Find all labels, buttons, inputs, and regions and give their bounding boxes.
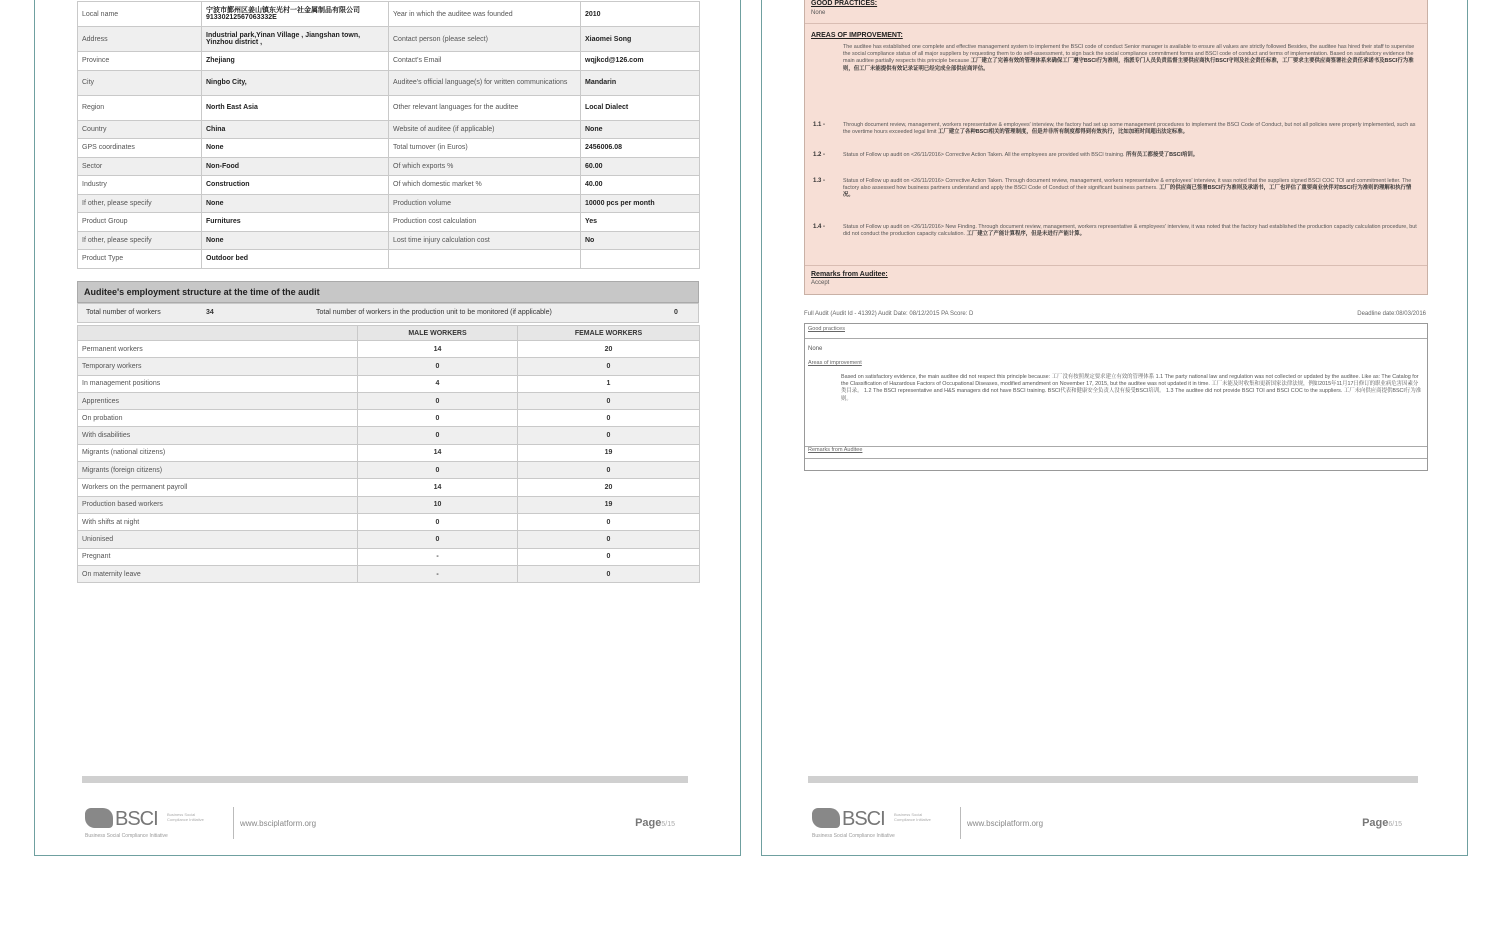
employment-row bbox=[78, 496, 700, 513]
finding-text bbox=[843, 224, 1417, 238]
footer-separator bbox=[233, 807, 234, 839]
finding-number: 1.3 - bbox=[813, 178, 826, 184]
page-footer bbox=[812, 805, 1412, 845]
page-number bbox=[635, 817, 675, 829]
lower-areas-text: Based on satisfactory evidence, the main auditee did not respect this principle because: 工厂没有按照规定要求建立有效的管理体系 1.1 The party national law and regulation was not collected or updated by the auditee. Like as: The Catalog for the Classification of Hazardous Factors of Occupational Diseases, modified amendment on November 17, 2015, but the auditee was not updated it in time. 工厂未能及时收集和更新国家法律法规，例如2015年11月17日修订的职业病危害因素分类目录。 1.2 The BSCI representative and H&S managers did not have BSCI training. BSCI代表和健康安全负责人没有接受BSCI培训。 1.3 The auditee did not provide BSCI TOI and BSCI COC to the suppliers. 工厂未向供应商提供BSCI行为准则。 bbox=[841, 374, 1422, 402]
lower-areas-row bbox=[805, 360, 1427, 447]
male-count: 4 bbox=[358, 375, 518, 392]
left-report-page bbox=[34, 0, 741, 856]
info-label: Local name bbox=[78, 2, 202, 27]
page-footer bbox=[85, 805, 685, 845]
info-value: Non-Food bbox=[202, 157, 389, 176]
male-workers-header: MALE WORKERS bbox=[358, 326, 518, 341]
info-value: Zhejiang bbox=[202, 52, 389, 71]
male-count: 0 bbox=[358, 462, 518, 479]
info-value: None bbox=[581, 120, 700, 139]
info-value: Furnitures bbox=[202, 213, 389, 232]
finding-text-en: Status of Follow up audit on <26/11/2016> Corrective Action Taken. All the employees are provided with BSCI training. bbox=[843, 152, 1125, 158]
employment-label: Workers on the permanent payroll bbox=[78, 479, 358, 496]
employment-row bbox=[78, 410, 700, 427]
employment-row bbox=[78, 462, 700, 479]
info-value: 10000 pcs per month bbox=[581, 194, 700, 213]
info-row bbox=[78, 194, 700, 213]
remarks-title: Remarks from Auditee: bbox=[811, 271, 888, 278]
employment-label: With shifts at night bbox=[78, 513, 358, 530]
info-label: Region bbox=[78, 95, 202, 120]
info-label: Auditee's official language(s) for written communications bbox=[389, 70, 581, 95]
bsci-logo bbox=[812, 808, 942, 842]
info-label: Of which exports % bbox=[389, 157, 581, 176]
bsci-logo-subtitle: Business Social Compliance Initiative bbox=[812, 833, 895, 839]
info-value: None bbox=[202, 139, 389, 158]
female-count: 19 bbox=[518, 496, 700, 513]
female-workers-header: FEMALE WORKERS bbox=[518, 326, 700, 341]
employment-row bbox=[78, 341, 700, 358]
finding-text-en: Status of Follow up audit on <26/11/2016> Corrective Action Taken. Through document review, management, workers representative & employees' interview, it was noted that the suppliers signed BSCI COC TOI and commitment letter. The factory also assessed how business partners understand and apply the BSCI Code of Conduct of their significant business partners. bbox=[843, 178, 1412, 192]
lower-areas-title: Areas of improvement bbox=[808, 360, 862, 366]
employment-table bbox=[77, 325, 700, 583]
info-label: GPS coordinates bbox=[78, 139, 202, 158]
info-value: Construction bbox=[202, 176, 389, 195]
footer-divider bbox=[82, 776, 688, 783]
findings-section bbox=[804, 0, 1428, 295]
info-row bbox=[78, 139, 700, 158]
male-count: 0 bbox=[358, 358, 518, 375]
footer-divider bbox=[808, 776, 1418, 783]
info-row bbox=[78, 120, 700, 139]
info-label: Contact's Email bbox=[389, 52, 581, 71]
info-row bbox=[78, 250, 700, 269]
footer-separator bbox=[960, 807, 961, 839]
info-label: Country bbox=[78, 120, 202, 139]
info-label: Industry bbox=[78, 176, 202, 195]
info-row bbox=[78, 231, 700, 250]
female-count: 0 bbox=[518, 462, 700, 479]
info-row bbox=[78, 157, 700, 176]
info-label: Production volume bbox=[389, 194, 581, 213]
finding-number: 1.2 - bbox=[813, 152, 826, 158]
info-value: Xiaomei Song bbox=[581, 27, 700, 52]
employment-row bbox=[78, 392, 700, 409]
female-count: 0 bbox=[518, 513, 700, 530]
info-value: Industrial park,Yinan Village , Jiangshan town, Yinzhou district , bbox=[202, 27, 389, 52]
info-label: Lost time injury calculation cost bbox=[389, 231, 581, 250]
right-report-page bbox=[761, 0, 1468, 856]
info-value: 2456006.08 bbox=[581, 139, 700, 158]
info-value: North East Asia bbox=[202, 95, 389, 120]
female-count: 0 bbox=[518, 358, 700, 375]
employment-label: Apprentices bbox=[78, 392, 358, 409]
male-count: 14 bbox=[358, 479, 518, 496]
auditee-info-table bbox=[77, 1, 700, 269]
info-row bbox=[78, 2, 700, 27]
total-workers-row bbox=[77, 303, 699, 323]
good-practices-title: GOOD PRACTICES: bbox=[811, 0, 878, 7]
good-practices-value: None bbox=[811, 10, 826, 16]
lower-remarks-row bbox=[805, 446, 1427, 459]
info-value: None bbox=[202, 231, 389, 250]
female-count: 1 bbox=[518, 375, 700, 392]
female-count: 0 bbox=[518, 531, 700, 548]
bsci-logo bbox=[85, 808, 215, 842]
areas-improvement-en: The auditee has established one complete and effective management system to implement the BSCI code of conduct Senior manager is available to ensure all values are strictly followed Besides, the auditee has hired their staff to supervise the social compliance status of all major suppliers by requesting them to do self-assessment, to sign back the social compliance commitment forms and BSCI code of conduct and terms of implementation. Based on satisfactory evidence the main auditee partially respects this principle because bbox=[843, 44, 1415, 65]
info-value: 2010 bbox=[581, 2, 700, 27]
employment-label: On probation bbox=[78, 410, 358, 427]
info-label: Year in which the auditee was founded bbox=[389, 2, 581, 27]
finding-text-zh: 工厂的供应商已签署BSCI行为准则及承诺书，工厂也评估了重要商业伙伴对BSCI行为准则的理解和执行情况。 bbox=[843, 185, 1412, 199]
info-label: Of which domestic market % bbox=[389, 176, 581, 195]
male-count: 0 bbox=[358, 513, 518, 530]
info-label: City bbox=[78, 70, 202, 95]
info-row bbox=[78, 95, 700, 120]
male-count: - bbox=[358, 548, 518, 565]
unit-workers-value: 0 bbox=[674, 309, 678, 316]
bsci-logo-icon bbox=[812, 808, 840, 828]
info-row bbox=[78, 70, 700, 95]
previous-audit-box bbox=[804, 323, 1428, 471]
info-label: Total turnover (in Euros) bbox=[389, 139, 581, 158]
finding-number: 1.1 - bbox=[813, 122, 826, 128]
employment-label: With disabilities bbox=[78, 427, 358, 444]
finding-text-en: Through document review, management, workers representative & employees' interview, the factory had set up some management procedures to implement the BSCI Code of Conduct, but not all policies were properly implemented, such as the overtime hours exceeded legal limit bbox=[843, 122, 1416, 136]
page-number bbox=[1362, 817, 1402, 829]
employment-label: Pregnant bbox=[78, 548, 358, 565]
bsci-logo-text: BSCI bbox=[115, 808, 158, 830]
info-label: Product Type bbox=[78, 250, 202, 269]
info-value: wqjkcd@126.com bbox=[581, 52, 700, 71]
info-label: Province bbox=[78, 52, 202, 71]
employment-row bbox=[78, 565, 700, 582]
employment-structure-header: Auditee's employment structure at the time of the audit bbox=[77, 281, 699, 303]
finding-text bbox=[843, 178, 1417, 200]
info-row bbox=[78, 176, 700, 195]
employment-label: Migrants (national citizens) bbox=[78, 444, 358, 461]
info-label: Address bbox=[78, 27, 202, 52]
info-value: 40.00 bbox=[581, 176, 700, 195]
bsci-logo-tagline: Business Social Compliance Initiative bbox=[894, 812, 931, 822]
employment-row bbox=[78, 427, 700, 444]
male-count: 14 bbox=[358, 444, 518, 461]
info-value: Mandarin bbox=[581, 70, 700, 95]
info-value: None bbox=[202, 194, 389, 213]
page-word: Page bbox=[635, 817, 662, 829]
female-count: 0 bbox=[518, 427, 700, 444]
info-label: If other, please specify bbox=[78, 231, 202, 250]
male-count: 0 bbox=[358, 531, 518, 548]
info-row bbox=[78, 52, 700, 71]
info-label: Website of auditee (if applicable) bbox=[389, 120, 581, 139]
info-label: Production cost calculation bbox=[389, 213, 581, 232]
footer-website-link[interactable]: www.bsciplatform.org bbox=[967, 819, 1044, 828]
page-word: Page bbox=[1362, 817, 1389, 829]
male-count: - bbox=[358, 565, 518, 582]
lower-none-row bbox=[805, 338, 1427, 360]
employment-label: On maternity leave bbox=[78, 565, 358, 582]
areas-improvement-text bbox=[843, 44, 1417, 73]
info-label: Sector bbox=[78, 157, 202, 176]
male-count: 0 bbox=[358, 392, 518, 409]
info-value: 60.00 bbox=[581, 157, 700, 176]
info-label: If other, please specify bbox=[78, 194, 202, 213]
bsci-logo-text: BSCI bbox=[842, 808, 885, 830]
employment-label: Unionised bbox=[78, 531, 358, 548]
employment-label: Migrants (foreign citizens) bbox=[78, 462, 358, 479]
female-count: 20 bbox=[518, 341, 700, 358]
info-value: 宁波市鄞州区姜山镇东光村一社金属制品有限公司 91330212567063332E bbox=[202, 2, 389, 27]
employment-row bbox=[78, 375, 700, 392]
info-value: Ningbo City, bbox=[202, 70, 389, 95]
finding-text-en: Status of Follow up audit on <26/11/2016> New Finding. Through document review, management, workers representative & employees' interview, it was noted that the factory had established the production capacity calculation procedure, but did not conduct the production capacity calculation. bbox=[843, 224, 1417, 238]
good-practices-row bbox=[805, 0, 1427, 24]
follow-up-audit-line bbox=[804, 311, 1426, 317]
unit-workers-label: Total number of workers in the production unit to be monitored (if applicable) bbox=[316, 309, 552, 316]
male-count: 0 bbox=[358, 427, 518, 444]
page-count: 6/15 bbox=[1388, 821, 1402, 828]
info-value: Local Dialect bbox=[581, 95, 700, 120]
bsci-logo-subtitle: Business Social Compliance Initiative bbox=[85, 833, 168, 839]
employment-row bbox=[78, 444, 700, 461]
lower-good-title: Good practices bbox=[808, 326, 845, 332]
lower-good-row bbox=[805, 324, 1427, 339]
finding-number: 1.4 - bbox=[813, 224, 826, 230]
male-count: 14 bbox=[358, 341, 518, 358]
male-count: 0 bbox=[358, 410, 518, 427]
female-count: 0 bbox=[518, 392, 700, 409]
finding-text-zh: 工厂建立了产能计算程序，但是未进行产能计算。 bbox=[966, 231, 1086, 238]
employment-row bbox=[78, 548, 700, 565]
remarks-value: Accept bbox=[811, 280, 830, 286]
employment-row bbox=[78, 479, 700, 496]
info-label: Product Group bbox=[78, 213, 202, 232]
female-count: 0 bbox=[518, 565, 700, 582]
employment-label: Production based workers bbox=[78, 496, 358, 513]
female-count: 0 bbox=[518, 548, 700, 565]
deadline-date: Deadline date:08/03/2016 bbox=[1357, 311, 1426, 317]
info-value: Yes bbox=[581, 213, 700, 232]
emp-col-blank bbox=[78, 326, 358, 341]
page-count: 5/15 bbox=[661, 821, 675, 828]
finding-text-zh: 工厂建立了各种BSCI相关的管理制度，但是并非所有制度都得到有效执行，比如加班时间超出法定标准。 bbox=[938, 129, 1189, 136]
areas-improvement-zh: 工厂建立了完善有效的管理体系来确保工厂遵守BSCI行为准则，指派专门人员负责监督主要供应商执行BSCI守则及社会责任标准，工厂要求主要供应商签署社会责任承诺书及BSCI行为准则，但工厂未能提供有效记录证明已经完成全部供应商评估。 bbox=[843, 58, 1414, 72]
footer-website-link[interactable]: www.bsciplatform.org bbox=[240, 819, 317, 828]
total-workers-value: 34 bbox=[206, 309, 214, 316]
bsci-logo-icon bbox=[85, 808, 113, 828]
female-count: 19 bbox=[518, 444, 700, 461]
remarks-row bbox=[805, 266, 1427, 296]
bsci-logo-tagline: Business Social Compliance Initiative bbox=[167, 812, 204, 822]
areas-improvement-title: AREAS OF IMPROVEMENT: bbox=[811, 32, 903, 39]
finding-text-zh: 所有员工都接受了BSCI培训。 bbox=[1125, 152, 1199, 158]
employment-row bbox=[78, 513, 700, 530]
male-count: 10 bbox=[358, 496, 518, 513]
info-row bbox=[78, 27, 700, 52]
lower-remarks-title: Remarks from Auditee bbox=[808, 447, 863, 453]
employment-label: Temporary workers bbox=[78, 358, 358, 375]
follow-up-audit-info: Full Audit (Audit Id - 41392) Audit Date: 08/12/2015 PA Score: D bbox=[804, 311, 974, 317]
info-value: Outdoor bed bbox=[202, 250, 389, 269]
info-value: China bbox=[202, 120, 389, 139]
info-value bbox=[581, 250, 700, 269]
total-workers-label: Total number of workers bbox=[86, 309, 161, 316]
female-count: 20 bbox=[518, 479, 700, 496]
lower-none-value: None bbox=[808, 346, 823, 352]
female-count: 0 bbox=[518, 410, 700, 427]
employment-label: In management positions bbox=[78, 375, 358, 392]
areas-improvement-row bbox=[805, 24, 1427, 266]
info-row bbox=[78, 213, 700, 232]
employment-label: Permanent workers bbox=[78, 341, 358, 358]
finding-text bbox=[843, 152, 1417, 159]
employment-row bbox=[78, 531, 700, 548]
employment-row bbox=[78, 358, 700, 375]
info-value: No bbox=[581, 231, 700, 250]
finding-text bbox=[843, 122, 1417, 136]
info-label: Other relevant languages for the auditee bbox=[389, 95, 581, 120]
info-label: Contact person (please select) bbox=[389, 27, 581, 52]
info-label bbox=[389, 250, 581, 269]
